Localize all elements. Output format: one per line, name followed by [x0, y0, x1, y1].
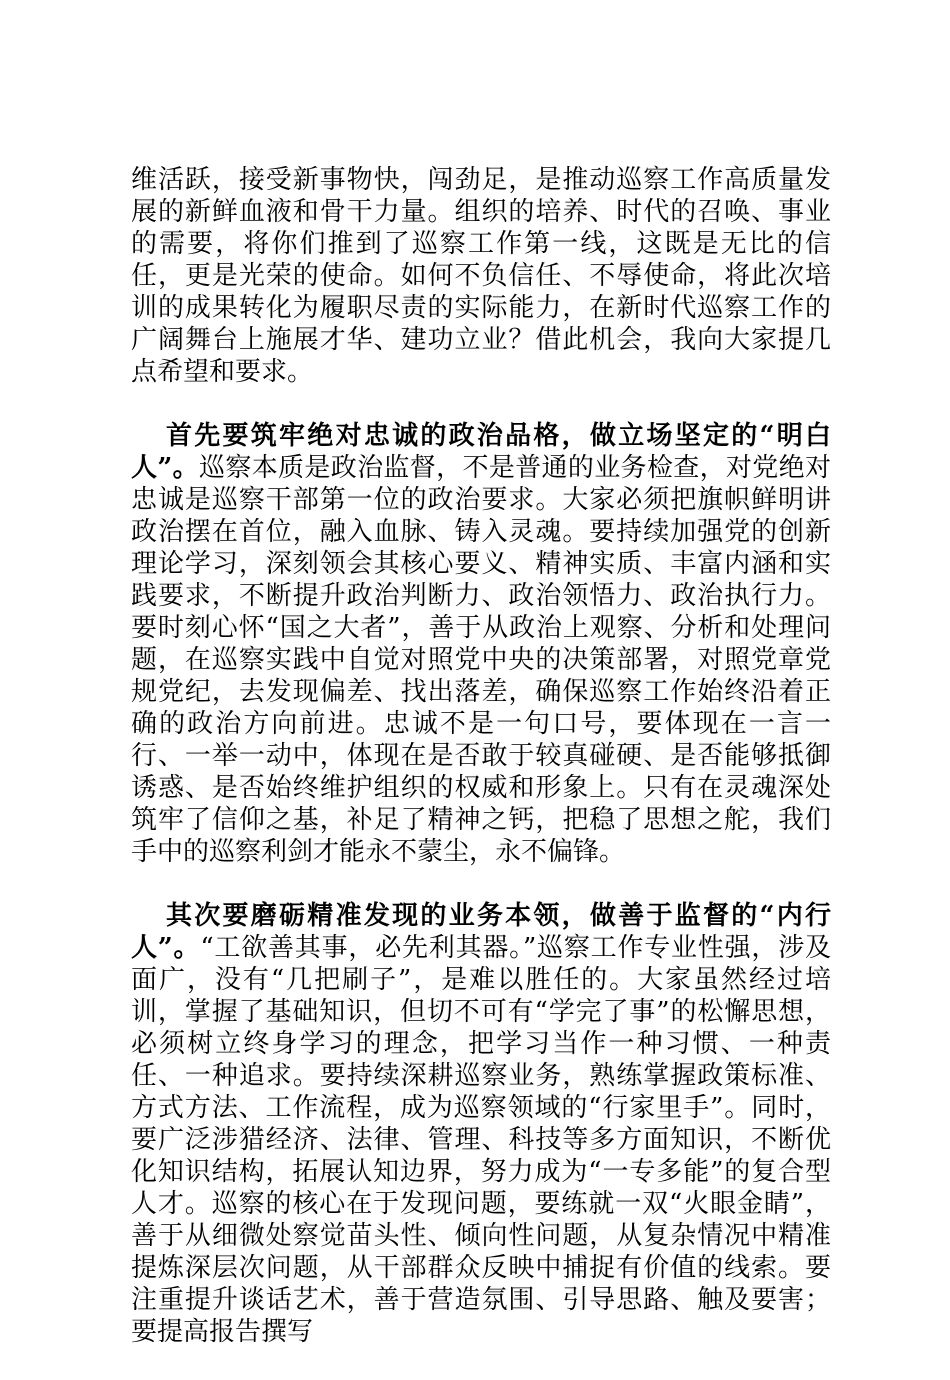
paragraph-body: 巡察本质是政治监督，不是普通的业务检查，对党绝对忠诚是巡察干部第一位的政治要求。大家必须把旗帜鲜明讲政治摆在首位，融入血脉、铸入灵魂。要持续加强党的创新理论学习，深刻领会其核心要义、精神实质、丰富内涵和实践要求，不断提升政治判断力、政治领悟力、政治执行力。要时刻心怀“国之大者”，善于从政治上观察、分析和处理问题，在巡察实践中自觉对照党中央的决策部署，对照党章党规党纪，去发现偏差、找出落差，确保巡察工作始终沿着正确的政治方向前进。忠诚不是一句口号，要体现在一言一行、一举一动中，体现在是否敢于较真碰硬、是否能够抵御诱惑、是否始终维护组织的权威和形象上。只有在灵魂深处筑牢了信仰之基，补足了精神之钙，把稳了思想之舵，我们手中的巡察利剑才能永不蒙尘，永不偏锋。 [131, 453, 831, 867]
paragraph-skills [131, 900, 831, 1348]
paragraph-heading: 首先要筑牢绝对忠诚的政治品格，做立场坚定的“明白人”。 [131, 421, 831, 483]
document-page [131, 164, 831, 1380]
paragraph-body: “工欲善其事，必先利其器。”巡察工作专业性强，涉及面广，没有“几把刷子”，是难以胜任的。大家虽然经过培训，掌握了基础知识，但切不可有“学完了事”的松懈思想，必须树立终身学习的理念，把学习当作一种习惯、一种责任、一种追求。要持续深耕巡察业务，熟练掌握政策标准、方式方法、工作流程，成为巡察领域的“行家里手”。同时，要广泛涉猎经济、法律、管理、科技等多方面知识，不断优化知识结构，拓展认知边界，努力成为“一专多能”的复合型人才。巡察的核心在于发现问题，要练就一双“火眼金睛”，善于从细微处察觉苗头性、倾向性问题，从复杂情况中精准提炼深层次问题，从干部群众反映中捕捉有价值的线索。要注重提升谈话艺术，善于营造氛围、引导思路、触及要害；要提高报告撰写 [131, 933, 831, 1347]
paragraph-heading: 其次要磨砺精准发现的业务本领，做善于监督的“内行人”。 [131, 901, 831, 963]
paragraph-loyalty [131, 420, 831, 868]
paragraph-intro [131, 164, 831, 388]
paragraph-body: 维活跃，接受新事物快，闯劲足，是推动巡察工作高质量发展的新鲜血液和骨干力量。组织的培养、时代的召唤、事业的需要，将你们推到了巡察工作第一线，这既是无比的信任，更是光荣的使命。如何不负信任、不辱使命，将此次培训的成果转化为履职尽责的实际能力，在新时代巡察工作的广阔舞台上施展才华、建功立业？借此机会，我向大家提几点希望和要求。 [131, 165, 831, 387]
